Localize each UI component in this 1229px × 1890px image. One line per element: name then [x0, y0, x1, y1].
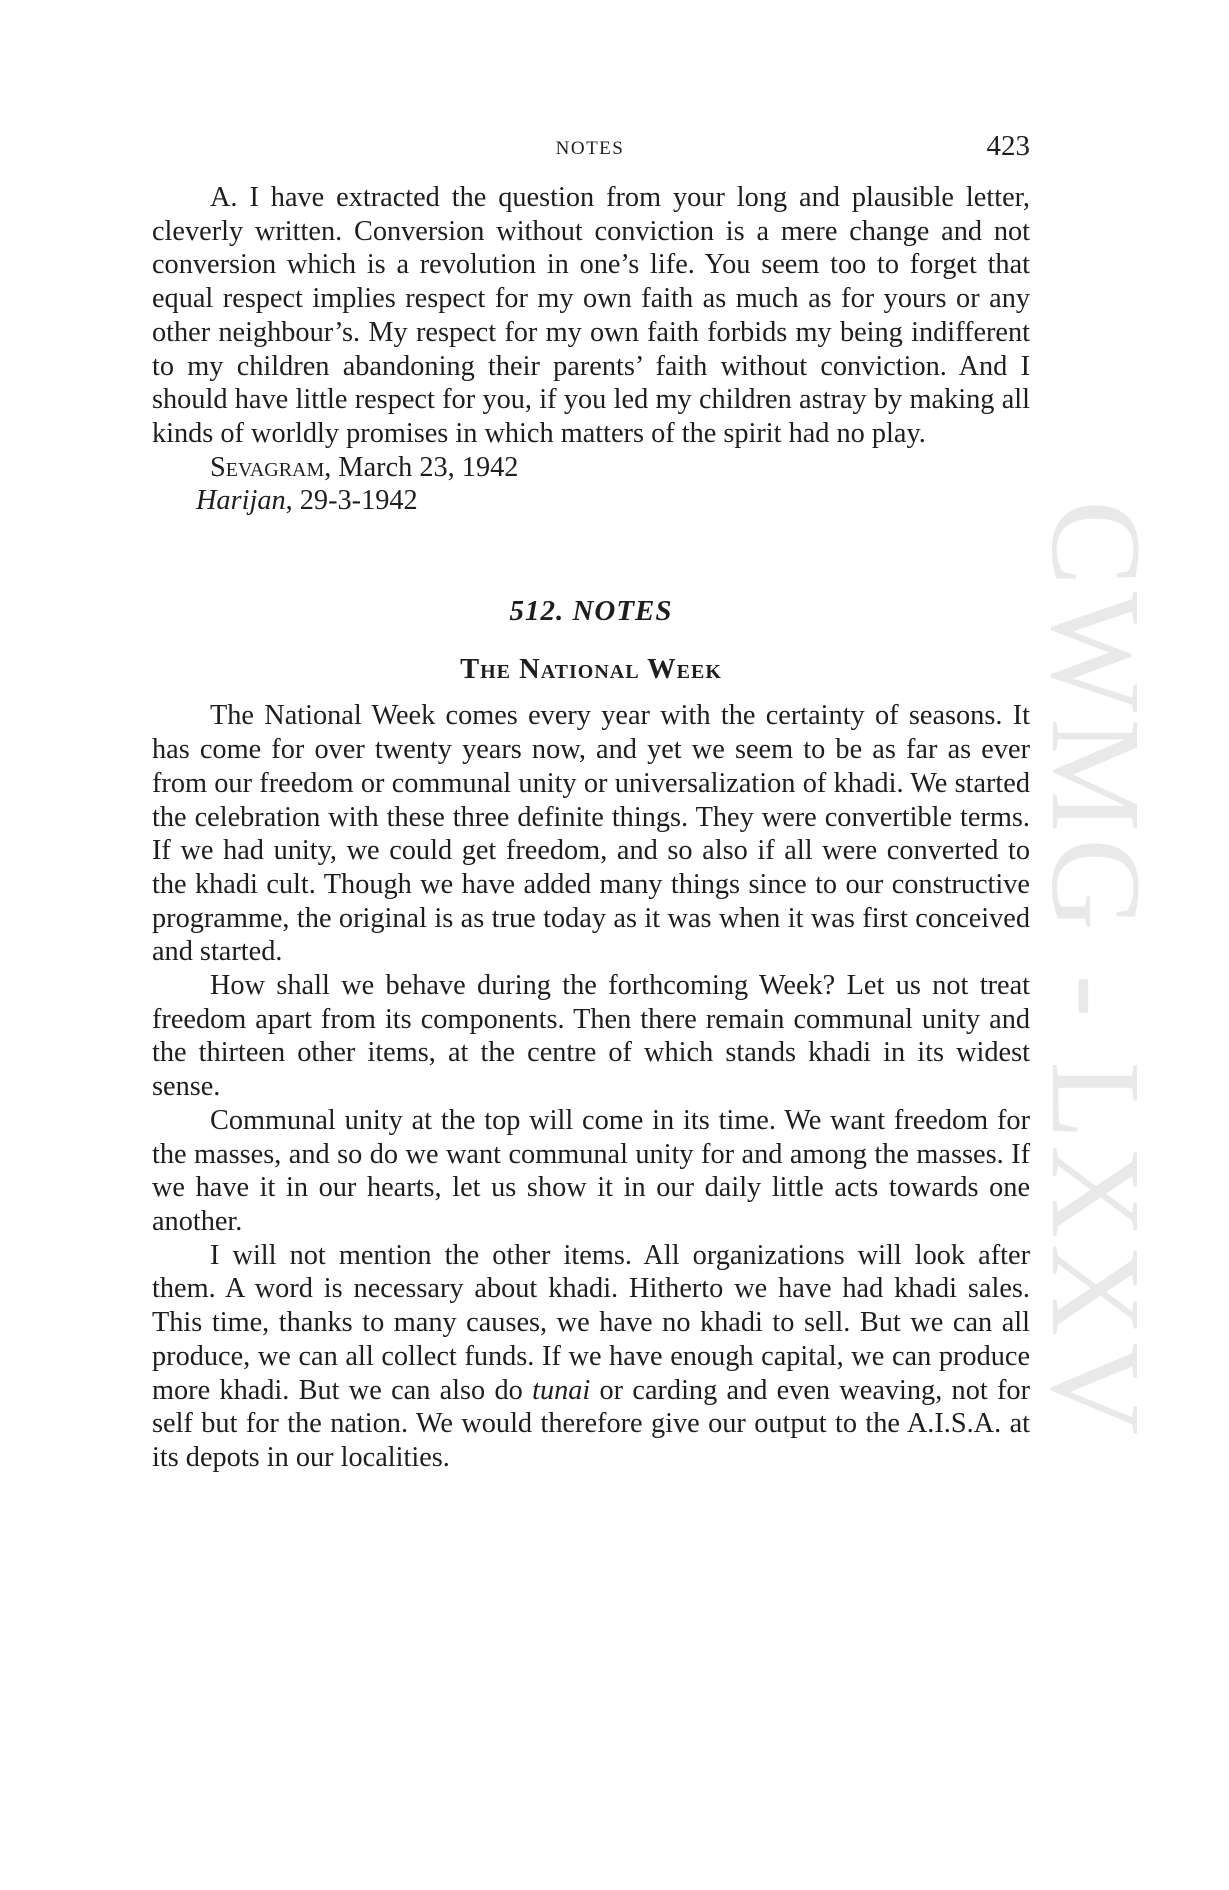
- watermark-text: CWMG - LXXV: [1024, 499, 1167, 1441]
- paragraph-3: Communal unity at the top will come in its time. We want freedom for the masses, and so do we want communal unity for and among the masses. If we have it in our hearts, let us show it in our daily little acts towards one another.: [152, 1104, 1030, 1237]
- answer-paragraph: [152, 181, 1030, 451]
- dateline: [152, 451, 1030, 485]
- paragraph-4-italic-term: tunai: [532, 1374, 591, 1406]
- answer-label: A.: [210, 182, 238, 213]
- watermark: [1024, 430, 1167, 1510]
- page-number: 423: [986, 130, 1030, 162]
- paragraph-4: [152, 1239, 1030, 1475]
- chapter-title: 512. NOTES: [509, 595, 673, 628]
- source-date: , 29-3-1942: [285, 485, 418, 517]
- page-body: [152, 181, 1030, 1475]
- answer-text: I have extracted the question from your long and plausible letter, cleverly written. Conversion without conviction is a mere change and not conversion which is a revolution in one’s life. You seem too to forget that equal respect implies respect for my own faith as much as for yours or any other neighbour’s. My respect for my own faith forbids my being indifferent to my children abandoning their parents’ faith without conviction. And I should have little respect for you, if you led my children astray by making all kinds of worldly promises in which matters of the spirit had no play.: [152, 182, 1030, 449]
- running-title: NOTES: [555, 138, 625, 159]
- dateline-date: , March 23, 1942: [324, 451, 519, 483]
- dateline-place: Sevagram: [210, 451, 325, 483]
- source-citation: [152, 484, 1030, 518]
- source-publication: Harijan: [196, 485, 286, 517]
- section-title: The National Week: [460, 653, 722, 685]
- paragraph-1: The National Week comes every year with the certainty of seasons. It has come for over twenty years now, and yet we seem to be as far as ever from our freedom or communal unity or universalization of khadi. We started the celebration with these three definite things. They were convertible terms. If we had unity, we could get freedom, and so also if all were converted to the khadi cult. Though we have added many things since to our constructive programme, the original is as true today as it was when it was first conceived and started.: [152, 700, 1030, 968]
- paragraph-4-part-1: I will not mention the other items. All organizations will look after them. A word is necessary about khadi. Hitherto we have had khadi sales. This time, thanks to many causes, we have no khadi to sell. But we can all produce, we can all collect funds. If we have enough capital, we can produce more khadi. But we can also do: [152, 1239, 1030, 1406]
- running-head: [150, 130, 1030, 164]
- paragraph-2: How shall we behave during the forthcoming Week? Let us not treat freedom apart from its components. Then there remain communal unity and the thirteen other items, at the centre of which stands khadi in its widest sense.: [152, 970, 1030, 1103]
- paragraph-4-part-2: or carding and even weaving, not for self but for the nation. We would therefore give our output to the A.I.S.A. at its depots in our localities.: [152, 1374, 1030, 1473]
